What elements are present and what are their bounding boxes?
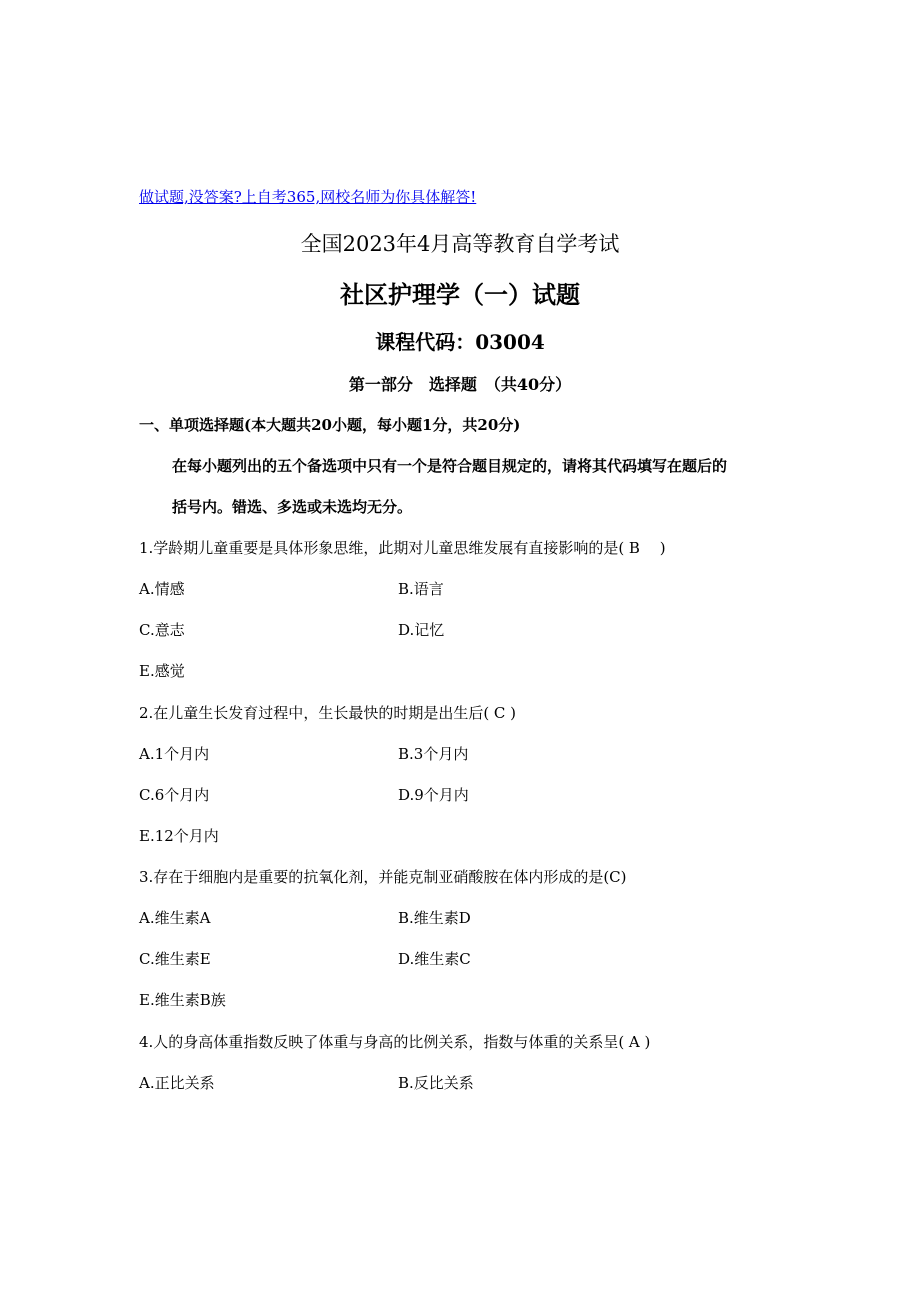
question-stem: 3.存在于细胞内是重要的抗氧化剂，并能克制亚硝酸胺在体内形成的是(C) xyxy=(139,868,627,886)
option-d: D.记忆 xyxy=(398,621,445,639)
option-c: C.意志 xyxy=(139,621,185,639)
section-instruction-line1: 在每小题列出的五个备选项中只有一个是符合题目规定的，请将其代码填写在题后的 xyxy=(172,457,728,475)
option-a: A.1个月内 xyxy=(139,745,210,763)
section-heading: 一、单项选择题(本大题共20小题，每小题1分，共20分) xyxy=(139,416,521,434)
option-a: A.维生素A xyxy=(139,909,211,927)
option-b: B.3个月内 xyxy=(398,745,469,763)
option-b: B.反比关系 xyxy=(398,1074,474,1092)
option-c: C.维生素E xyxy=(139,950,211,968)
header-link[interactable]: 做试题,没答案?上自考365,网校名师为你具体解答! xyxy=(139,188,477,206)
course-code: 课程代码：03004 xyxy=(375,330,545,354)
subject-title: 社区护理学（一）试题 xyxy=(340,280,580,309)
option-b: B.维生素D xyxy=(398,909,471,927)
part-title: 第一部分 选择题 （共40分） xyxy=(348,375,572,394)
option-e: E.感觉 xyxy=(139,662,185,680)
option-e: E.12个月内 xyxy=(139,827,219,845)
question-stem: 4.人的身高体重指数反映了体重与身高的比例关系，指数与体重的关系呈( A ) xyxy=(139,1033,651,1051)
option-a: A.情感 xyxy=(139,580,185,598)
exam-title: 全国2023年4月高等教育自学考试 xyxy=(300,232,620,256)
question-stem: 1.学龄期儿童重要是具体形象思维，此期对儿童思维发展有直接影响的是( B ) xyxy=(139,539,666,557)
option-d: D.9个月内 xyxy=(398,786,469,804)
option-c: C.6个月内 xyxy=(139,786,210,804)
question-stem: 2.在儿童生长发育过程中，生长最快的时期是出生后( C ) xyxy=(139,704,517,722)
option-e: E.维生素B族 xyxy=(139,991,226,1009)
option-d: D.维生素C xyxy=(398,950,471,968)
section-instruction-line2: 括号内。错选、多选或未选均无分。 xyxy=(172,498,413,516)
option-a: A.正比关系 xyxy=(139,1074,215,1092)
option-b: B.语言 xyxy=(398,580,444,598)
